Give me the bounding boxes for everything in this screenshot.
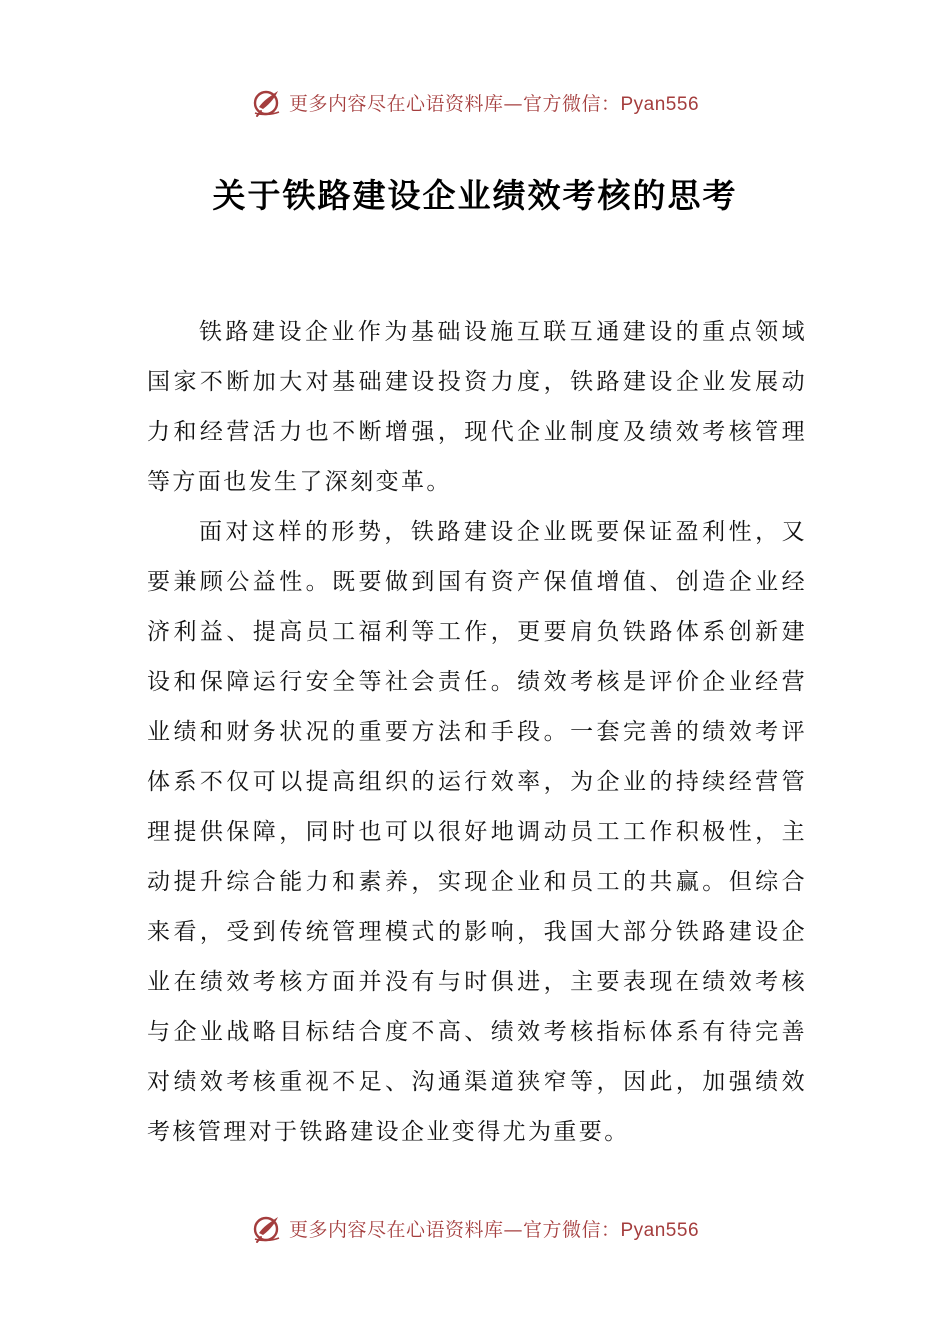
quill-logo-icon bbox=[251, 85, 285, 119]
header-wechat-id: Pyan556 bbox=[620, 93, 700, 115]
footer-banner bbox=[0, 1208, 950, 1248]
footer-wechat-id: Pyan556 bbox=[620, 1219, 700, 1241]
header-banner bbox=[0, 82, 950, 122]
footer-banner-text: 更多内容尽在心语资料库—官方微信： bbox=[288, 1218, 621, 1241]
quill-logo-icon bbox=[251, 1211, 285, 1245]
header-banner-text: 更多内容尽在心语资料库—官方微信： bbox=[288, 92, 621, 115]
document-title: 关于铁路建设企业绩效考核的思考 bbox=[212, 176, 738, 215]
paragraph: 面对这样的形势，铁路建设企业既要保证盈利性，又要兼顾公益性。既要做到国有资产保值增值、创造企业经济利益、提高员工福利等工作，更要肩负铁路体系创新建设和保障运行安全等社会责任。绩效考核是评价企业经营业绩和财务状况的重要方法和手段。一套完善的绩效考评体系不仅可以提高组织的运行效率，为企业的持续经营管理提供保障，同时也可以很好地调动员工工作积极性，主动提升综合能力和素养，实现企业和员工的共赢。但综合来看，受到传统管理模式的影响，我国大部分铁路建设企业在绩效考核方面并没有与时俱进，主要表现在绩效考核与企业战略目标结合度不高、绩效考核指标体系有待完善对绩效考核重视不足、沟通渠道狭窄等，因此，加强绩效考核管理对于铁路建设企业变得尤为重要。 bbox=[147, 519, 807, 1145]
paragraph: 铁路建设企业作为基础设施互联互通建设的重点领域国家不断加大对基础建设投资力度，铁路建设企业发展动力和经营活力也不断增强，现代企业制度及绩效考核管理等方面也发生了深刻变革。 bbox=[147, 319, 807, 495]
document-body bbox=[147, 307, 807, 1157]
